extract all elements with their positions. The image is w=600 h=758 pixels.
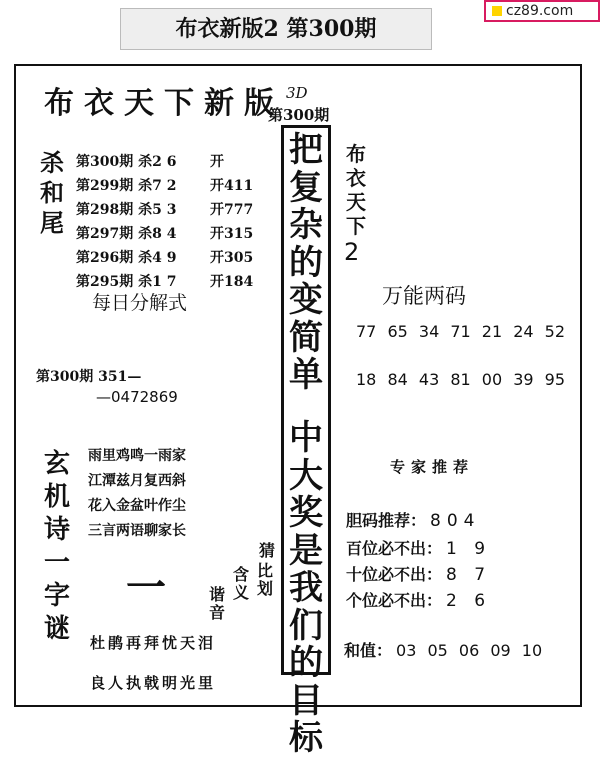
kill-tail-list xyxy=(76,150,276,294)
wanneng-title: 万能两码 xyxy=(382,284,466,308)
decompose-line1: 第300期 351— xyxy=(36,369,142,385)
wanneng-line2: 18 84 43 81 00 39 95 xyxy=(356,370,566,389)
slogan-upper: 把 复 杂 的 变 简 单 xyxy=(289,130,323,395)
shi-row: 十位必不出： 8 7 xyxy=(346,565,492,585)
kill-row: 第295期 杀1 7 开184 xyxy=(76,274,254,290)
kill-row: 第298期 杀5 3 开777 xyxy=(76,202,254,218)
brand-issue: 第300期 xyxy=(268,106,330,124)
riddle-poem2-line1: 杜鹃再拜忧天泪 xyxy=(90,634,217,652)
poem-line: 江潭兹月复西斜 xyxy=(88,473,186,489)
hint-hanyi: 含义 xyxy=(232,565,249,602)
hint-cai: 猜 xyxy=(258,541,275,560)
right-title: 布 衣 天 下 xyxy=(346,142,366,238)
poem-line: 三言两语聊家长 xyxy=(88,523,186,539)
sum-row: 和值： 03 05 06 09 10 xyxy=(344,641,543,660)
poem-line: 雨里鸡鸣一雨家 xyxy=(88,448,186,464)
kill-row: 第300期 杀2 6 开 xyxy=(76,154,224,170)
kill-tail-label: 杀 和 尾 xyxy=(40,148,64,237)
expert-title: 专家推荐 xyxy=(390,458,475,476)
wanneng-line1: 77 65 34 71 21 24 52 xyxy=(356,322,566,341)
site-badge[interactable] xyxy=(484,0,600,22)
kill-row: 第299期 杀7 2 开411 xyxy=(76,178,254,194)
kill-row: 第296期 杀4 9 开305 xyxy=(76,250,254,266)
brand-title: 布衣天下新版 xyxy=(44,86,284,121)
yellow-square-icon xyxy=(492,6,502,16)
page-title: 布衣新版2 第300期 xyxy=(120,8,432,50)
poem-line: 花入金盆叶作尘 xyxy=(88,498,186,514)
riddle-poem xyxy=(88,444,186,544)
decompose-line2: —0472869 xyxy=(96,388,178,406)
ge-row: 个位必不出： 2 6 xyxy=(346,591,492,611)
riddle-poem2-line2: 良人执戟明光里 xyxy=(90,674,217,692)
bai-row: 百位必不出： 1 9 xyxy=(346,539,492,559)
tag-3d: 3D xyxy=(286,84,308,102)
kill-row: 第297期 杀8 4 开315 xyxy=(76,226,254,242)
right-title-number: 2 xyxy=(344,238,360,266)
hint-xieyin: 谐音 xyxy=(208,585,225,622)
dan-row: 胆码推荐： 804 xyxy=(346,511,481,531)
slogan-lower: 中 大 奖 是 我 们 的 目 标 xyxy=(289,418,323,758)
daily-title: 每日分解式 xyxy=(92,292,188,314)
riddle-answer: 一 xyxy=(126,564,166,611)
riddle-label: 玄 机 诗 一 字 谜 xyxy=(43,449,70,644)
hint-bihua: 比划 xyxy=(256,561,273,598)
site-badge-text[interactable]: cz89.com xyxy=(506,3,574,19)
